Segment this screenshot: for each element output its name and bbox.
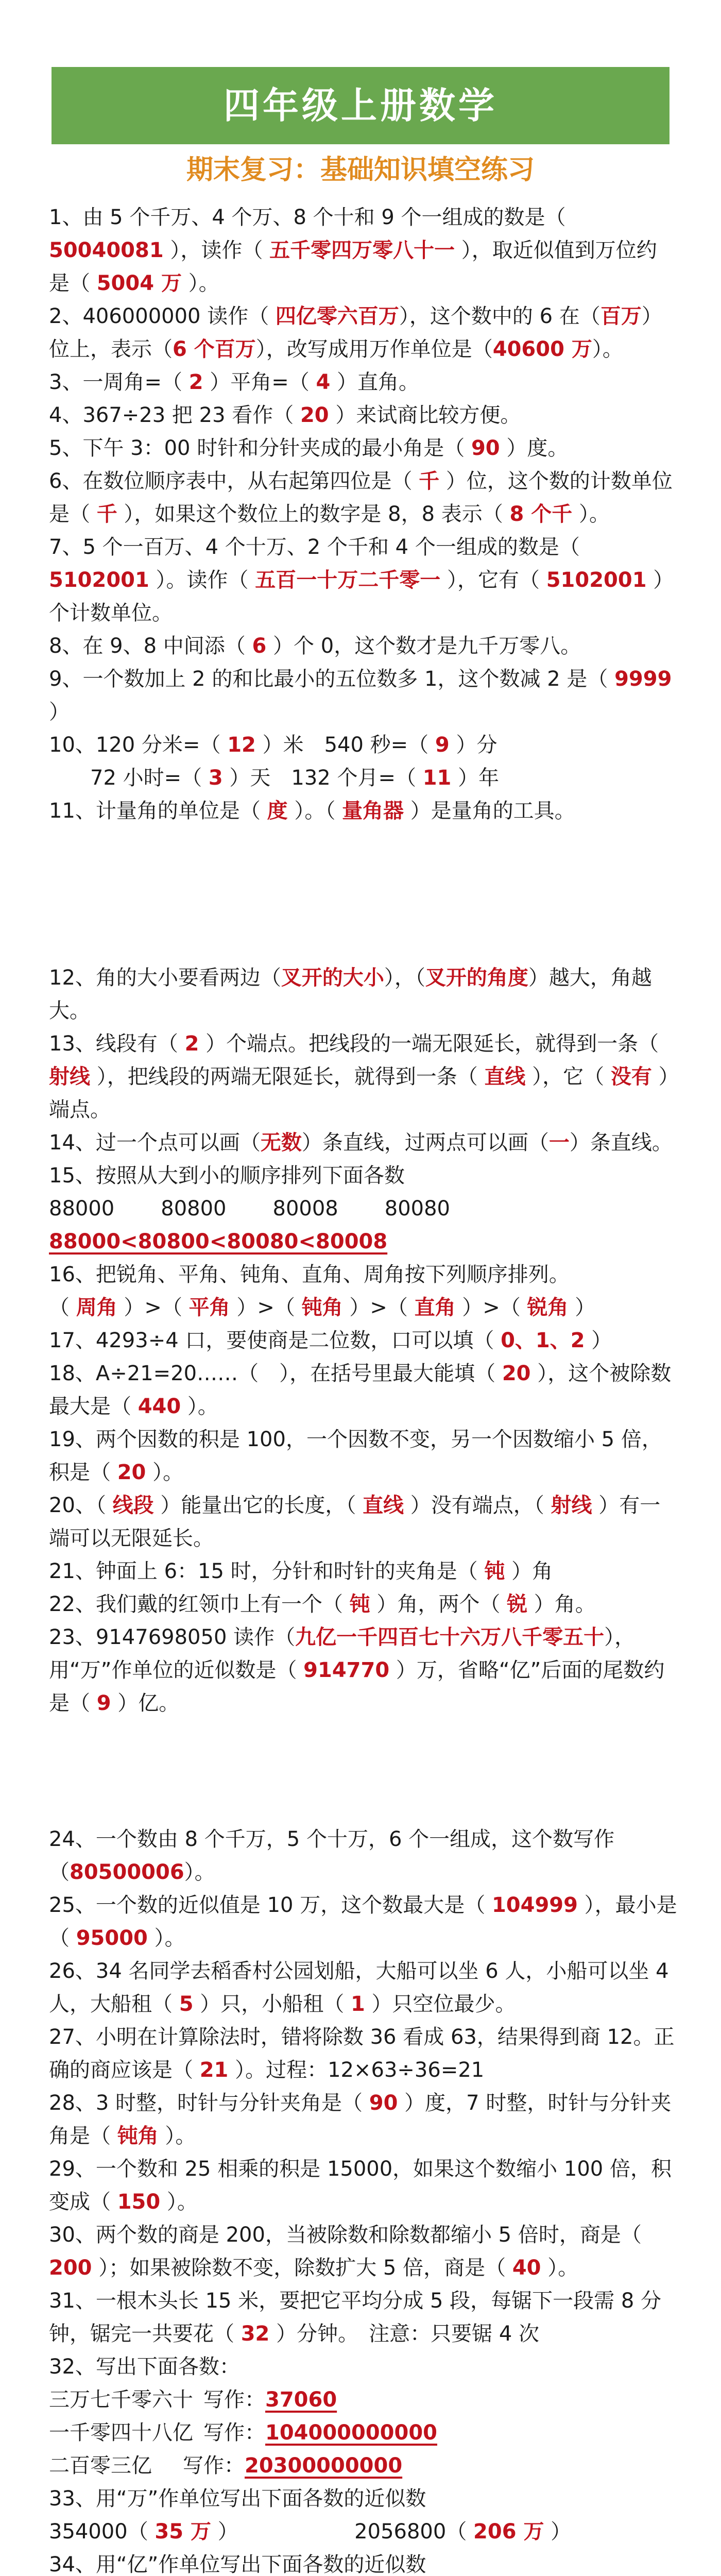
q27: 27、小明在计算除法时，错将除数 36 看成 63，结果得到商 12。正确的商应该是（ 21 ）。过程：12×63÷36=21 xyxy=(49,2025,675,2082)
q16: 16、把锐角、平角、钝角、直角、周角按下列顺序排列。 xyxy=(49,1263,570,1286)
q34: 34、用“亿”作单位写出下面各数的近似数 xyxy=(49,2553,426,2576)
spacer xyxy=(49,827,677,961)
q4: 4、367÷23 把 23 看作（ 20 ）来试商比较方便。 xyxy=(49,403,521,427)
q19: 19、两个因数的积是 100，一个因数不变，另一个因数缩小 5 倍，积是（ 20 ）。 xyxy=(49,1428,662,1484)
q1: 1、由 5 个千万、4 个万、8 个十和 9 个一组成的数是（ 50040081 ），读作（ 五千零四万零八十一 ），取近似值到万位约是（ 5004 万 ）。 xyxy=(49,206,657,295)
q8: 8、在 9、8 中间添（ 6 ）个 0，这个数才是九千万零八。 xyxy=(49,634,581,658)
q21: 21、钟面上 6：15 时，分针和时针的夹角是（ 钝 ）角 xyxy=(49,1560,553,1583)
spacer xyxy=(49,1720,677,1823)
q32-item3: 二百零三亿 写作：20300000000 xyxy=(49,2454,403,2478)
q3: 3、一周角=（ 2 ）平角=（ 4 ）直角。 xyxy=(49,370,420,394)
q23: 23、9147698050 读作（九亿一千四百七十六万八千零五十），用“万”作单位的近似数是（ 914770 ）万，省略“亿”后面的尾数约是（ 9 ）亿。 xyxy=(49,1625,665,1715)
q13: 13、线段有（ 2 ）个端点。把线段的一端无限延长，就得到一条（ 射线 ），把线段的两端无限延长，就得到一条（ 直线 ），它（ 没有 ）端点。 xyxy=(49,1032,669,1122)
page-title: 四年级上册数学 xyxy=(52,67,670,144)
q22: 22、我们戴的红领巾上有一个（ 钝 ）角，两个（ 锐 ）角。 xyxy=(49,1592,596,1616)
q28: 28、3 时整，时针与分针夹角是（ 90 ）度，7 时整，时针与分针夹角是（ 钝角 ）。 xyxy=(49,2091,672,2148)
q2: 2、406000000 读作（ 四亿零六百万），这个数中的 6 在（百万）位上，表示（6 个百万），改写成用万作单位是（40600 万）。 xyxy=(49,304,662,361)
q30: 30、两个数的商是 200，当被除数和除数都缩小 5 倍时，商是（ 200 ）；如果被除数不变，除数扩大 5 倍，商是（ 40 ）。 xyxy=(49,2223,642,2280)
q15-numbers: 88000 80800 80008 80080 xyxy=(49,1197,450,1221)
q12: 12、角的大小要看两边（叉开的大小），（叉开的角度）越大，角越大。 xyxy=(49,966,652,1023)
q14: 14、过一个点可以画（无数）条直线，过两点可以画（一）条直线。 xyxy=(49,1131,673,1155)
q10-line2: 72 小时=（ 3 ）天 132 个月=（ 11 ）年 xyxy=(90,766,500,790)
q24: 24、一个数由 8 个千万，5 个十万，6 个一组成，这个数写作（80500006）。 xyxy=(49,1827,615,1884)
page-subtitle: 期末复习：基础知识填空练习 xyxy=(186,155,535,185)
q9: 9、一个数加上 2 的和比最小的五位数多 1，这个数减 2 是（ 9999 ） xyxy=(49,667,672,724)
q16-answer: （ 周角 ）>（ 平角 ）>（ 钝角 ）>（ 直角 ）>（ 锐角 ） xyxy=(49,1296,596,1319)
q26: 26、34 名同学去稻香村公园划船，大船可以坐 6 人，小船可以坐 4 人，大船租（ 5 ）只，小船租（ 1 ）只空位最少。 xyxy=(49,1959,669,2016)
q32-item1: 三万七千零六十 写作：37060 xyxy=(49,2388,337,2412)
q11: 11、计量角的单位是（ 度 ）。（ 量角器 ）是量角的工具。 xyxy=(49,799,575,823)
q15: 15、按照从大到小的顺序排列下面各数 xyxy=(49,1164,405,1188)
q33-items: 354000（ 35 万 ） 2056800（ 206 万 ） xyxy=(49,2520,572,2544)
exercise-list xyxy=(49,201,677,2576)
q25: 25、一个数的近似值是 10 万，这个数最大是（ 104999 ），最小是（ 95000 ）。 xyxy=(49,1893,677,1950)
q31: 31、一根木头长 15 米，要把它平均分成 5 段，每锯下一段需 8 分钟，锯完一共要花（ 32 ）分钟。 注意：只要锯 4 次 xyxy=(49,2289,661,2346)
q5: 5、下午 3：00 时针和分针夹成的最小角是（ 90 ）度。 xyxy=(49,436,569,460)
q6: 6、在数位顺序表中，从右起第四位是（ 千 ）位，这个数的计数单位是（ 千 ），如果这个数位上的数字是 8，8 表示（ 8 个千 ）。 xyxy=(49,469,673,526)
q10: 10、120 分米=（ 12 ）米 540 秒=（ 9 ）分 xyxy=(49,733,497,757)
q17: 17、4293÷4 口，要使商是二位数，口可以填（ 0、1、2 ） xyxy=(49,1329,612,1352)
q7: 7、5 个一百万、4 个十万、2 个千和 4 个一组成的数是（ 5102001 ）。读作（ 五百一十万二千零一 ），它有（ 5102001 ）个计数单位。 xyxy=(49,535,674,625)
q32-item2: 一千零四十八亿 写作：104000000000 xyxy=(49,2421,437,2445)
q20: 20、（ 线段 ）能量出它的长度，（ 直线 ）没有端点，（ 射线 ）有一端可以无限延长。 xyxy=(49,1494,661,1550)
q18: 18、A÷21=20……（ ），在括号里最大能填（ 20 ），这个被除数最大是（ 440 ）。 xyxy=(49,1362,672,1418)
q15-answer: 88000<80800<80080<80008 xyxy=(49,1230,388,1253)
q29: 29、一个数和 25 相乘的积是 15000，如果这个数缩小 100 倍，积变成（ 150 ）。 xyxy=(49,2157,672,2214)
q32: 32、写出下面各数： xyxy=(49,2355,240,2379)
q33: 33、用“万”作单位写出下面各数的近似数 xyxy=(49,2487,426,2511)
